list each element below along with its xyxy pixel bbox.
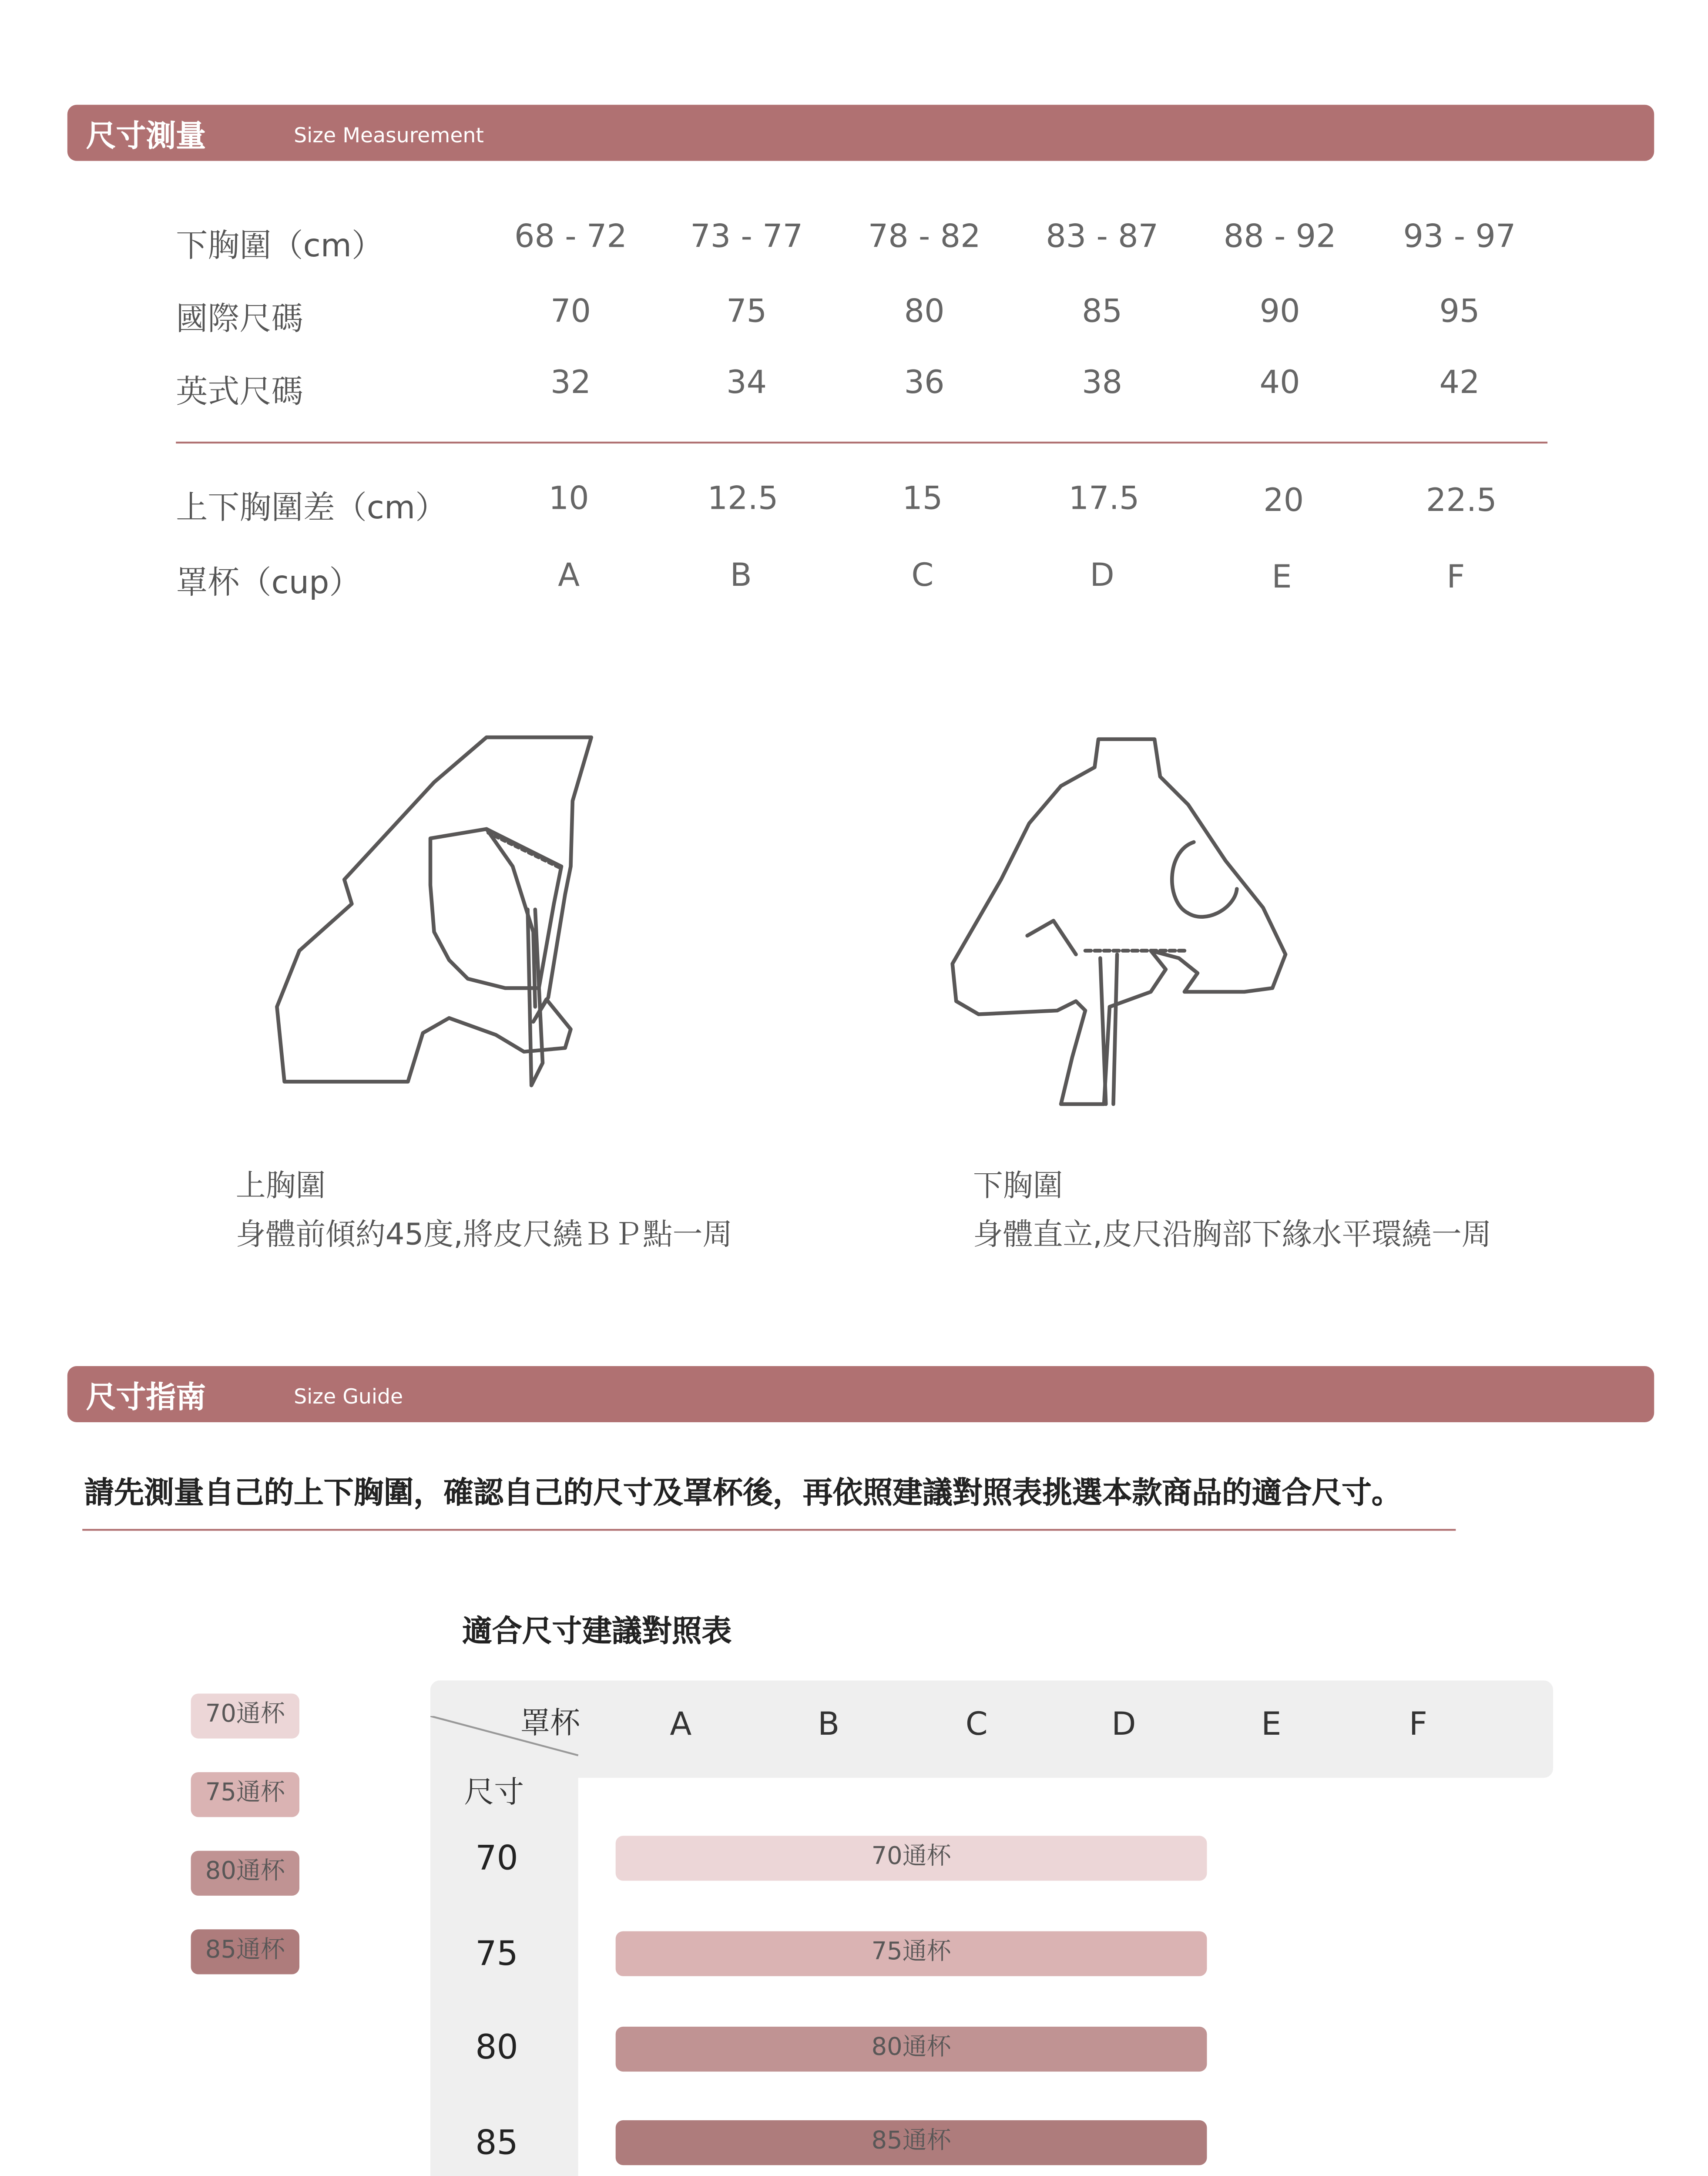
cup-header-row — [430, 1680, 1553, 1778]
section-title: 尺寸指南 — [86, 1379, 206, 1415]
section-subtitle: Size Measurement — [294, 123, 484, 148]
table-cell: D — [1090, 557, 1114, 595]
chart-title: 適合尺寸建議對照表 — [462, 1613, 732, 1649]
table-cell: 40 — [1259, 365, 1300, 403]
size-measurement-header — [67, 105, 1654, 161]
cup-header-e: E — [1261, 1706, 1282, 1744]
table-cell: A — [558, 557, 580, 595]
cup-header-b: B — [818, 1706, 840, 1744]
size-bar-85: 85通杯 — [616, 2120, 1207, 2165]
table-cell: 80 — [904, 294, 945, 332]
table-cell: 42 — [1439, 365, 1480, 403]
table-divider — [176, 442, 1547, 443]
size-bar-75: 75通杯 — [616, 1931, 1207, 1976]
table-cell: 22.5 — [1426, 483, 1497, 520]
row-label-bust-difference: 上下胸圍差（cm） — [176, 490, 447, 528]
row-label-intl-size: 國際尺碼 — [176, 301, 303, 339]
section-subtitle: Size Guide — [294, 1385, 403, 1409]
table-cell: C — [911, 557, 934, 595]
table-cell: 10 — [548, 481, 589, 519]
size-label-75: 75 — [475, 1935, 518, 1975]
table-cell: 17.5 — [1068, 481, 1140, 519]
table-cell: 36 — [904, 365, 945, 403]
size-guide-header — [67, 1366, 1654, 1422]
table-cell: 85 — [1082, 294, 1123, 332]
table-cell: 34 — [726, 365, 767, 403]
upper-bust-title: 上胸圍 — [235, 1168, 326, 1203]
size-bar-80: 80通杯 — [616, 2027, 1207, 2072]
row-label-under-bust: 下胸圍（cm） — [176, 228, 384, 266]
under-bust-description: 身體直立,皮尺沿胸部下緣水平環繞一周 — [973, 1216, 1492, 1252]
table-cell: 32 — [550, 365, 591, 403]
under-bust-title: 下胸圍 — [973, 1168, 1063, 1203]
size-label-80: 80 — [475, 2028, 518, 2068]
upper-bust-illustration — [262, 726, 617, 1100]
table-cell: 73 - 77 — [690, 219, 803, 257]
cup-header-f: F — [1409, 1706, 1427, 1744]
size-label-70: 70 — [475, 1839, 518, 1879]
table-cell: 15 — [902, 481, 943, 519]
row-label-uk-size: 英式尺碼 — [176, 374, 303, 412]
table-cell: 95 — [1439, 294, 1480, 332]
cup-header-c: C — [965, 1706, 988, 1744]
legend-item-80: 80通杯 — [191, 1851, 299, 1896]
legend-item-85: 85通杯 — [191, 1929, 299, 1974]
corner-cup-label: 罩杯 — [520, 1705, 581, 1741]
corner-size-label: 尺寸 — [464, 1774, 524, 1810]
table-cell: 68 - 72 — [514, 219, 627, 257]
table-cell: 70 — [550, 294, 591, 332]
table-cell: 20 — [1263, 483, 1304, 520]
table-cell: F — [1446, 559, 1465, 597]
table-cell: 75 — [726, 294, 767, 332]
table-cell: E — [1272, 559, 1292, 597]
cup-header-a: A — [670, 1706, 692, 1744]
table-cell: B — [730, 557, 752, 595]
section-title: 尺寸測量 — [86, 118, 206, 154]
size-guide-intro: 請先測量自己的上下胸圍，確認自己的尺寸及罩杯後，再依照建議對照表挑選本款商品的適合尺寸。 — [84, 1474, 1402, 1511]
cup-header-d: D — [1111, 1706, 1136, 1744]
legend-item-75: 75通杯 — [191, 1772, 299, 1817]
table-cell: 83 - 87 — [1046, 219, 1159, 257]
table-cell: 12.5 — [707, 481, 778, 519]
table-cell: 38 — [1082, 365, 1123, 403]
size-bar-70: 70通杯 — [616, 1836, 1207, 1880]
table-cell: 90 — [1259, 294, 1300, 332]
row-label-cup: 罩杯（cup） — [176, 565, 361, 603]
table-cell: 88 - 92 — [1223, 219, 1336, 257]
legend-item-70: 70通杯 — [191, 1694, 299, 1739]
table-cell: 93 - 97 — [1403, 219, 1516, 257]
under-bust-illustration — [945, 730, 1301, 1113]
size-label-85: 85 — [475, 2124, 518, 2163]
upper-bust-description: 身體前傾約45度,將皮尺繞ＢＰ點一周 — [235, 1216, 733, 1252]
intro-underline — [82, 1529, 1456, 1531]
table-cell: 78 - 82 — [868, 219, 981, 257]
